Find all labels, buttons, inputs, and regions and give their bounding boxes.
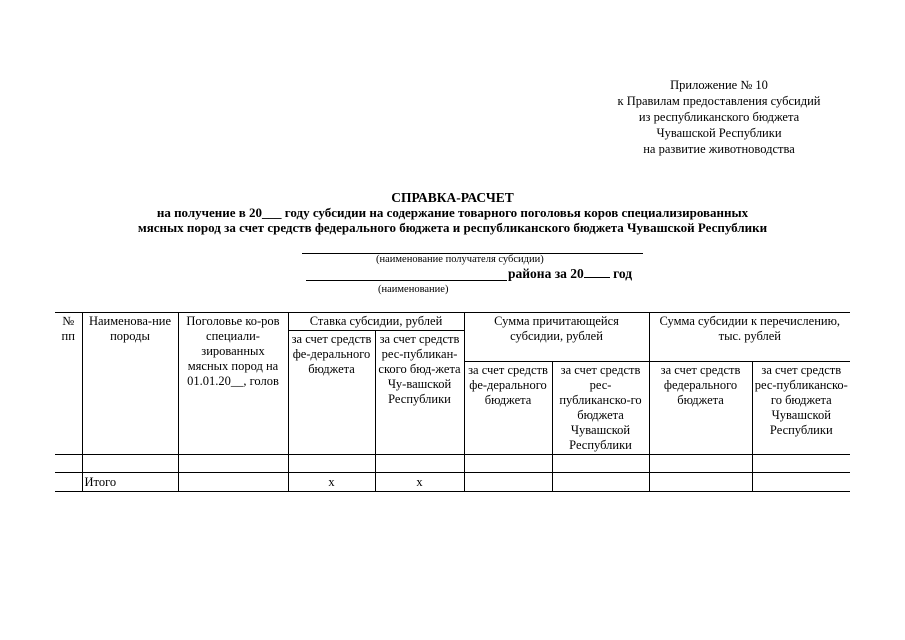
year-suffix: год <box>613 266 633 281</box>
title-main: СПРАВКА-РАСЧЕТ <box>391 190 514 205</box>
total-rate-fed: х <box>288 473 375 492</box>
region-caption: (наименование) <box>378 284 449 295</box>
region-name-line <box>306 280 507 281</box>
header-rate-fed: за счет средств фе-дерального бюджета <box>288 331 375 455</box>
title-line-3: мясных пород за счет средств федерального бюджета и республиканского бюджета Чувашской Республики <box>137 220 768 235</box>
table-row <box>55 455 850 473</box>
header-rate: Ставка субсидии, рублей <box>288 313 464 331</box>
appendix-number: Приложение № 10 <box>670 78 768 92</box>
header-due-rep: за счет средств рес-публиканско-го бюджета Чувашской Республики <box>552 362 649 455</box>
header-transfer-rep: за счет средств рес-публиканско-го бюджета Чувашской Республики <box>752 362 850 455</box>
header-breed: Наименова-ние породы <box>82 313 178 455</box>
recipient-caption: (наименование получателя субсидии) <box>376 254 544 265</box>
region-text: района за 20 <box>508 266 584 281</box>
document-title <box>0 190 905 235</box>
region-year-text <box>508 266 632 282</box>
header-transfer-fed: за счет средств федерального бюджета <box>649 362 752 455</box>
header-due: Сумма причитающейся субсидии, рублей <box>464 313 649 362</box>
appendix-purpose: на развитие животноводства <box>643 142 795 156</box>
total-row <box>55 473 850 492</box>
header-rate-rep: за счет средств рес-публикан-ского бюд-жета Чу-вашской Республики <box>375 331 464 455</box>
header-num: № пп <box>55 313 82 455</box>
total-rate-rep: х <box>375 473 464 492</box>
title-line-2: на получение в 20___ году субсидии на содержание товарного поголовья коров специализированных <box>156 205 749 220</box>
appendix-block <box>590 77 848 157</box>
year-blank <box>584 266 610 278</box>
appendix-budget: из республиканского бюджета <box>638 110 800 124</box>
subsidy-table <box>55 312 850 492</box>
header-transfer: Сумма субсидии к перечислению, тыс. рублей <box>649 313 850 362</box>
appendix-rules: к Правилам предоставления субсидий <box>617 94 821 108</box>
total-label: Итого <box>82 473 178 492</box>
header-due-fed: за счет средств фе-дерального бюджета <box>464 362 552 455</box>
header-herd: Поголовье ко-ров специали-зированных мясных пород на 01.01.20__, голов <box>178 313 288 455</box>
appendix-republic: Чувашской Республики <box>656 126 782 140</box>
header-row-1 <box>55 313 850 331</box>
